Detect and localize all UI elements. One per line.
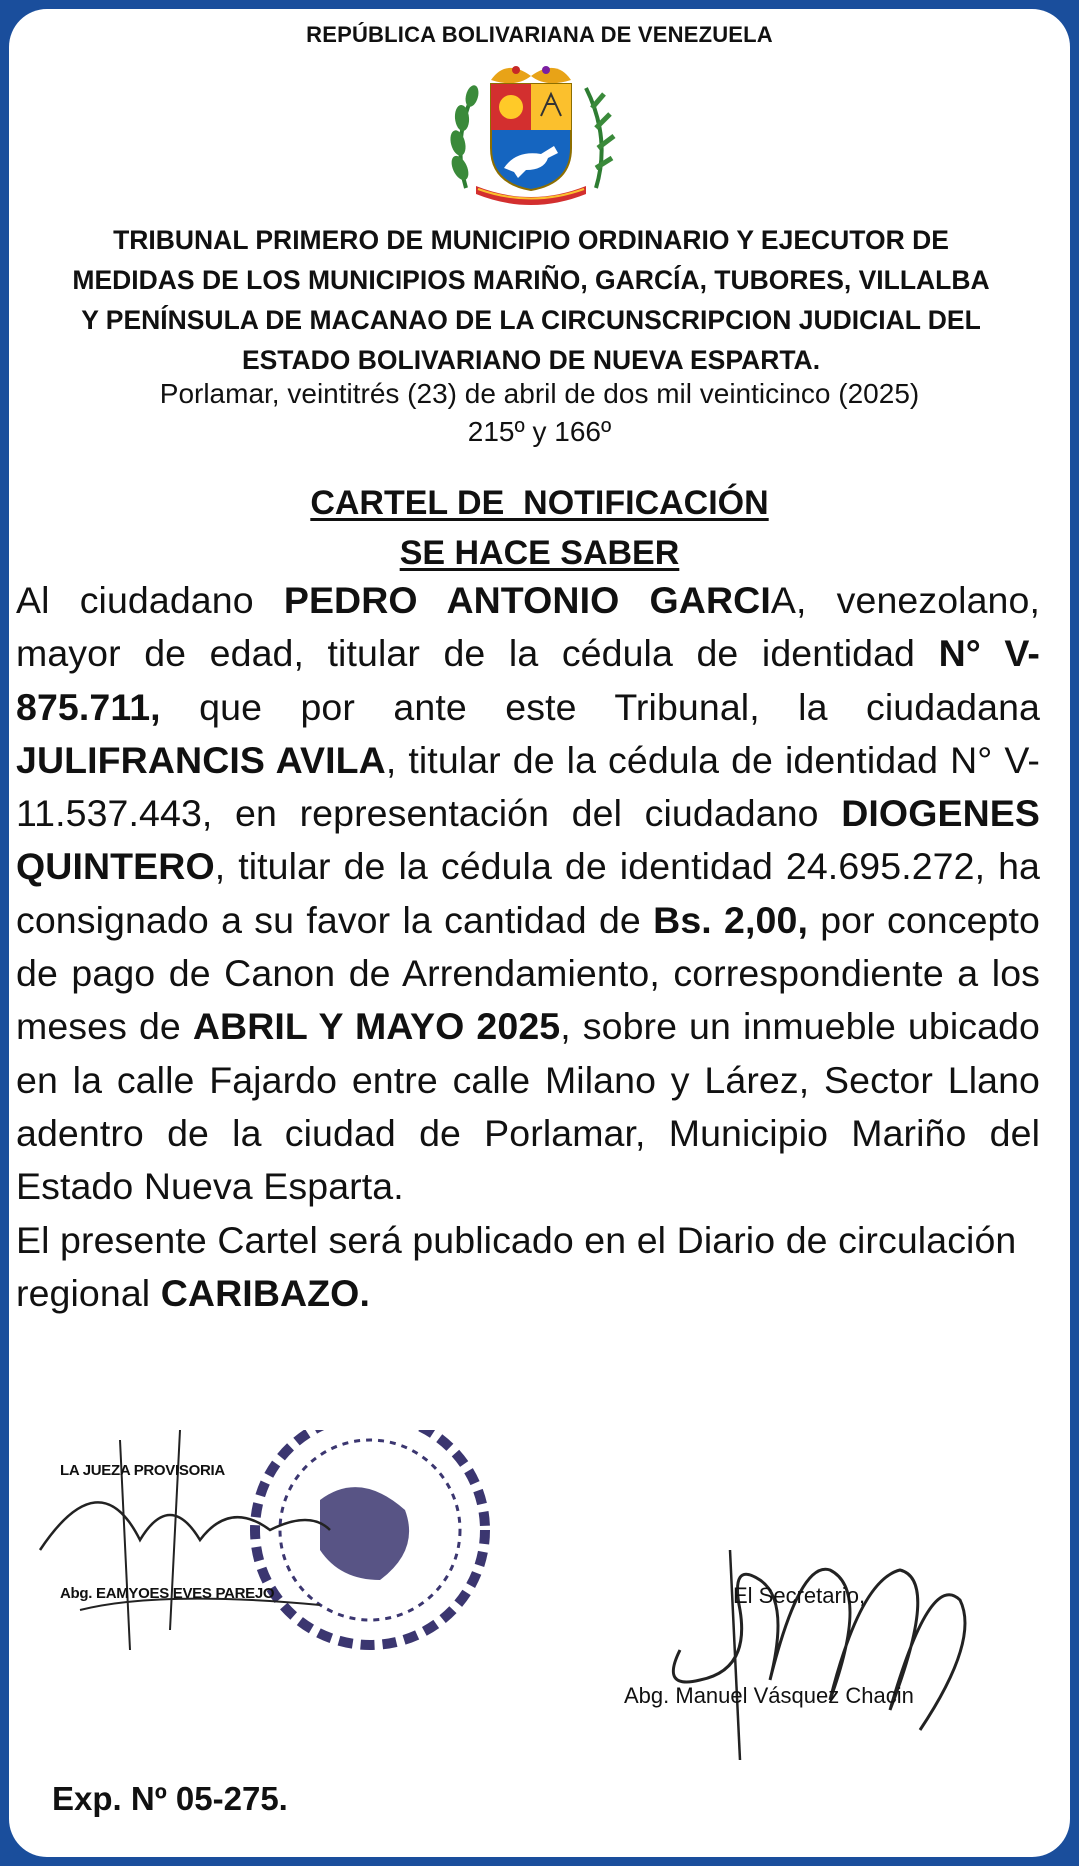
court-line: MEDIDAS DE LOS MUNICIPIOS MARIÑO, GARCÍA, TUBORES, VILLALBA: [72, 265, 990, 295]
notified-person-id: N° V-875.711,: [16, 632, 1041, 728]
body-text: El presente Cartel será publicado en el Diario de circulación regional: [16, 1218, 1017, 1314]
body-text: , titular de la cédula de identidad N° V-11.537.443, en representación del ciudadano: [16, 738, 1040, 835]
body-text: , titular de la cédula de identidad 24.695.272, ha consignado a su favor la cantidad de: [16, 845, 1040, 941]
body-text: por concepto de pago de Canon de Arrendamiento, correspondiente a los meses de: [16, 898, 1040, 1048]
court-line: Y PENÍNSULA DE MACANAO DE LA CIRCUNSCRIPCION JUDICIAL DEL: [81, 305, 981, 335]
dateline-block: [0, 375, 1079, 451]
judge-name: Abg. EAMYOES EVES PAREJO: [60, 1585, 275, 1602]
notice-paragraph-2: [16, 1214, 1040, 1321]
secretary-signature: [660, 1500, 1020, 1770]
court-name-block: [22, 220, 1040, 380]
coat-of-arms-emblem: [446, 58, 616, 208]
representative-name: JULIFRANCIS AVILA: [16, 738, 386, 781]
judge-title: LA JUEZA PROVISORIA: [60, 1462, 225, 1479]
amount: Bs. 2,00,: [653, 898, 808, 941]
months: ABRIL Y MAYO 2025: [192, 1005, 561, 1048]
country-heading: REPÚBLICA BOLIVARIANA DE VENEZUELA: [306, 22, 773, 47]
body-text: Al ciudadano: [16, 579, 284, 621]
notice-paragraph-1: [16, 574, 1040, 1214]
court-line: ESTADO BOLIVARIANO DE NUEVA ESPARTA.: [241, 345, 821, 375]
secretary-title: El Secretario,: [733, 1583, 866, 1608]
date-line: Porlamar, veintitrés (23) de abril de dos mil veinticinco (2025): [159, 378, 920, 409]
newspaper-name: CARIBAZO.: [160, 1271, 370, 1314]
body-text: que por ante este Tribunal, la ciudadana: [160, 685, 1040, 728]
court-line: TRIBUNAL PRIMERO DE MUNICIPIO ORDINARIO Y EJECUTOR DE: [113, 225, 949, 255]
secretary-name: Abg. Manuel Vásquez Chacin: [624, 1683, 914, 1708]
notice-subtitle: SE HACE SABER: [399, 534, 680, 572]
notified-person-name: PEDRO ANTONIO GARCI: [283, 579, 771, 621]
years-line: 215º y 166º: [467, 416, 612, 447]
case-file-number: Exp. Nº 05-275.: [52, 1780, 288, 1817]
body-text: , sobre un inmueble ubicado en la calle Fajardo entre calle Milano y Lárez, Sector Llano adentro de la ciudad de Porlamar, Municipio Mariño del Estado Nueva Esparta.: [16, 1005, 1040, 1208]
notice-title-block: [0, 478, 1079, 578]
notice-title: CARTEL DE NOTIFICACIÓN: [310, 484, 769, 522]
body-text: A, venezolano, mayor de edad, titular de la cédula de identidad: [16, 579, 1040, 675]
notice-body: [16, 574, 1040, 1320]
represented-person-name: DIOGENES QUINTERO: [16, 792, 1040, 888]
